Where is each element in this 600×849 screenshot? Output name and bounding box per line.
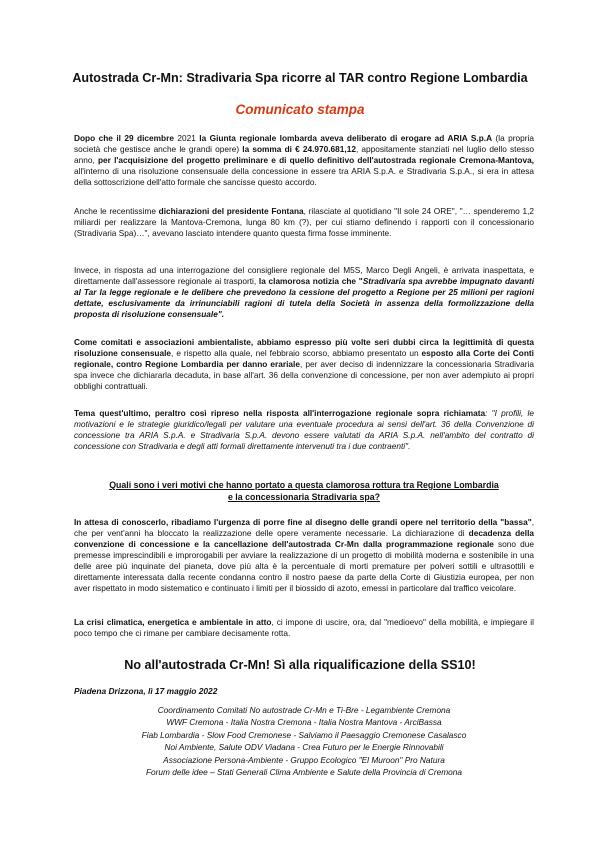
paragraph-5 [74, 408, 534, 452]
p1-text-f: , appositamente stanziati nel luglio dello stesso anno, [74, 144, 534, 165]
p1-bold-a: Dopo che il 29 dicembre [74, 133, 174, 143]
p2-text-c: , rilasciate al quotidiano "Il sole 24 ORE", "… spenderemo 1,2 miliardi per realizzare la Mantova-Cremona, lunga 80 km (?), per cui stiamo definendo i rapporti con il concessionario (Stradivaria Spa)…", avevano lasciato intendere quanto questa firma fosse imminente. [74, 206, 534, 238]
signatory-line: Associazione Persona-Ambiente - Gruppo Ecologico "El Muroon" Pro Natura [163, 754, 445, 765]
p4-bold-a: Come comitati e associazioni ambientaliste, abbiamo espresso più volte seri dubbi circa la legittimità di questa risoluzione consensuale [74, 337, 534, 358]
paragraph-1 [74, 133, 534, 188]
p4-bold-c: esposto alla Corte dei Conti regionale, contro Regione Lombardia per danno erariale [74, 348, 534, 369]
signatory-line: Fiab Lombardia - Slow Food Cremonese - Salviamo il Paesaggio Cremonese Casalasco [141, 729, 467, 740]
p5-italic-b: : "I profili, le motivazioni e le strategie giuridico/legali per valutare una eventuale procedura ai sensi dell'art. 36 della Convenzione di concessione tra ARIA S.p.A. e Stradivaria S.p.A. devono essere valutati da ARIA S.p.A. nell'ambito del contratto di concessione con Stradivaria e degli atti formali direttamente intervenuti tra i due contraenti". [74, 408, 534, 451]
p3-bold-italic-c: Stradivaria spa avrebbe impugnato davanti al Tar la legge regionale e le delibere che prevedono la cessione del progetto a Regione per 25 milioni per ragioni dettate, esclusivamente da irrinunciabili ragioni di tutela della Società in assenza della formolizzazione della proposta di risoluzione consensuale". [74, 276, 535, 319]
p4-text-b: , e rispetto alla quale, nel febbraio scorso, abbiamo presentato un [171, 348, 422, 358]
p6-text-b: , che per vent'anni ha bloccato la realizzazione delle opere veramente necessarie. La dichiarazione di [74, 517, 534, 538]
p5-bold-a: Tema quest'ultimo, peraltro così ripreso nella risposta all'interrogazione regionale sopra richiamata [74, 408, 486, 418]
question-line-2: e la concessionaria Stradivaria spa? [227, 492, 381, 502]
p1-text-b: 2021 [173, 133, 200, 143]
p6-bold-c: decadenza della convenzione di concessione e la cancellazione dell'autostrada Cr-Mn dalla programmazione regionale [74, 528, 534, 549]
p1-text-d: (la propria società che gestisce anche le grandi opere) [74, 133, 534, 154]
paragraph-6 [74, 517, 534, 594]
question-heading [74, 479, 534, 503]
p2-text-a: Anche le recentissime [74, 206, 159, 216]
question-line-1: Quali sono i veri motivi che hanno portato a questa clamorosa rottura tra Regione Lombardia [109, 480, 499, 490]
p1-bold-e: la somma di € 24.970.681,12 [242, 144, 356, 154]
signatory-line: Noi Ambiente, Salute ODV Viadana - Crea Futuro per le Energie Rinnovabili [164, 742, 444, 753]
document-subtitle: Comunicato stampa [235, 102, 365, 117]
p7-text-b: , ci impone di uscire, ora, dal "medioevo" della mobilità, e impiegare il poco tempo che ci rimane per cambiare decisamente rotta. [74, 617, 534, 638]
p2-bold-b: dichiarazioni del presidente Fontana [158, 206, 304, 216]
p1-bold-c: la Giunta regionale lombarda aveva deliberato di erogare ad ARIA S.p.A [199, 133, 493, 143]
place-date: Piadena Drizzona, lì 17 maggio 2022 [74, 686, 218, 696]
paragraph-2 [74, 206, 534, 239]
p6-text-d: sono due premesse imprescindibili e improrogabili per avviare la realizzazione di un progetto di mobilità moderna e sostenibile in una delle aree più inquinate del pianeta, dove più alta è la percentuale di morti premature per polveri sottili e ultrasottili e direttamente interessata dalla recente condanna contro il nostro paese da parte della Corte di Giustizia europea, per non aver rispettato in modo sistematico e continuato i limiti per il biossido di azoto, emessi in particolare dal traffico veicolare. [74, 539, 534, 593]
signatory-line: Coordinamento Comitati No autostrade Cr-Mn e Ti-Bre - Legambiente Cremona [157, 705, 451, 715]
paragraph-7 [74, 617, 534, 639]
signatory-line: Forum delle idee – Stati Generali Clima Ambiente e Salute della Provincia di Cremona [145, 767, 463, 778]
p1-bold-g: per l'acquisizione del progetto preliminare e di quello definitivo dell'autostrada regionale Cremona-Mantova, [97, 155, 534, 165]
paragraph-4 [74, 337, 534, 392]
p3-bold-b: la clamorosa notizia che " [258, 276, 363, 286]
signatory-line: WWF Cremona - Italia Nostra Cremona - Italia Nostra Mantova - ArciBassa [166, 717, 442, 728]
p6-bold-a: In attesa di conoscerlo, ribadiamo l'urgenza di porre fine al disegno delle grandi opere nel territorio della "bassa" [74, 517, 532, 527]
paragraph-3 [74, 265, 534, 320]
slogan-heading: No all'autostrada Cr-Mn! Sì alla riqualificazione della SS10! [124, 658, 476, 672]
p4-text-d: , per aver deciso di indennizzare la concessionaria Stradivaria spa invece che dichiararla decaduta, in base all'art. 36 della convenzione di concessione, per non aver adempiuto ai propri obblighi contrattuali. [74, 359, 534, 391]
document-title: Autostrada Cr-Mn: Stradivaria Spa ricorre al TAR contro Regione Lombardia [72, 71, 528, 85]
p3-text-a: Invece, in risposta ad una interrogazione del consigliere regionale del M5S, Marco Degli Angeli, è arrivata inaspettata, e direttamente dall'assessore regionale ai trasporti, [74, 265, 534, 286]
p7-bold-a: La crisi climatica, energetica e ambientale in atto [74, 617, 272, 627]
signatories-list [74, 704, 534, 778]
p1-text-h: all'interno di una risoluzione consensuale della concessione in essere tra ARIA S.p.A. e Stradivaria S.p.A., si era in attesa della sottoscrizione dell'atto formale che sancisse questo accordo. [74, 166, 534, 187]
